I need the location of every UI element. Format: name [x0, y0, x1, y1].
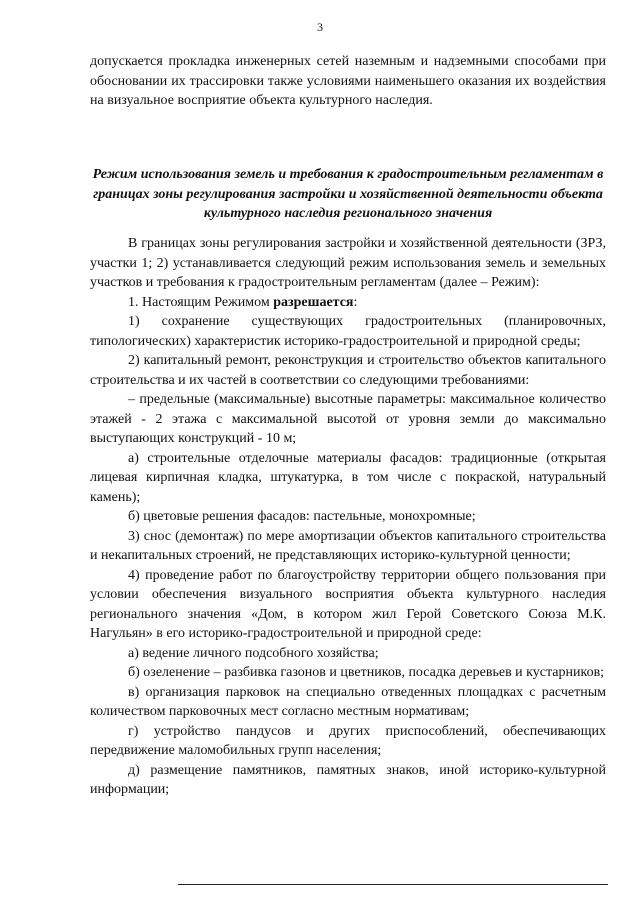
allowed-prefix: 1. Настоящим Режимом — [128, 294, 274, 310]
paragraph-allowed — [90, 293, 606, 313]
intro-text: допускается прокладка инженерных сетей наземным и надземными способами при обосновании их трассировки также условиями наименьшего оказания их воздействия на визуальное восприятие объекта культурного наследия. — [90, 54, 606, 108]
page-number: 3 — [317, 20, 323, 34]
list-item: б) озеленение – разбивка газонов и цветников, посадка деревьев и кустарников; — [128, 665, 605, 680]
list-item: б) цветовые решения фасадов: пастельные, монохромные; — [128, 509, 476, 524]
allowed-suffix: : — [353, 294, 358, 310]
list-item: – предельные (максимальные) высотные параметры: максимальное количество этажей - 2 этажа с максимальной высотой от уровня земли до максимально выступающих конструкций - 10 м; — [90, 392, 606, 446]
intro-paragraph — [90, 52, 606, 111]
footer-divider — [178, 884, 608, 885]
allowed-keyword: разрешается — [273, 294, 354, 310]
list-item: а) строительные отделочные материалы фасадов: традиционные (открытая лицевая кирпичная кладка, штукатурка, в том числе с покраской, натуральный камень); — [90, 450, 606, 505]
list-item: в) организация парковок на специально отведенных площадках с расчетным количеством парковочных мест согласно местным нормативам; — [90, 684, 606, 719]
list-item: 1) сохранение существующих градостроительных (планировочных, типологических) характеристик историко-градостроительной и природной среды; — [90, 314, 606, 349]
section-body — [90, 234, 606, 800]
section-heading: Режим использования земель и требования к градостроительным регламентам в границах зоны регулирования застройки и хозяйственной деятельности объекта культурного наследия регионального значения — [92, 167, 604, 221]
list-item: д) размещение памятников, памятных знаков, иной историко-культурной информации; — [90, 762, 606, 797]
list-item: 4) проведение работ по благоустройству территории общего пользования при условии обеспечения визуального восприятия объекта культурного наследия регионального значения «Дом, в котором жил Герой Советского Союза М.К. Нагульян» в его историко-градостроительной и природной среде: — [90, 567, 606, 641]
list-item: г) устройство пандусов и других приспособлений, обеспечивающих передвижение маломобильных групп населения; — [90, 723, 606, 758]
list-item: а) ведение личного подсобного хозяйства; — [128, 645, 379, 661]
list-item: 3) снос (демонтаж) по мере амортизации объектов капитального строительства и некапитальных строений, не представляющих историко-культурной ценности; — [90, 528, 606, 563]
list-item: 2) капитальный ремонт, реконструкция и строительство объектов капитального строительства и их частей в соответствии со следующими требованиями: — [90, 353, 606, 388]
paragraph-zone-intro: В границах зоны регулирования застройки и хозяйственной деятельности (ЗРЗ, участки 1; 2) устанавливается следующий режим использования земель и земельных участков и требования к градостроительным регламентам (далее – Режим): — [90, 236, 606, 290]
